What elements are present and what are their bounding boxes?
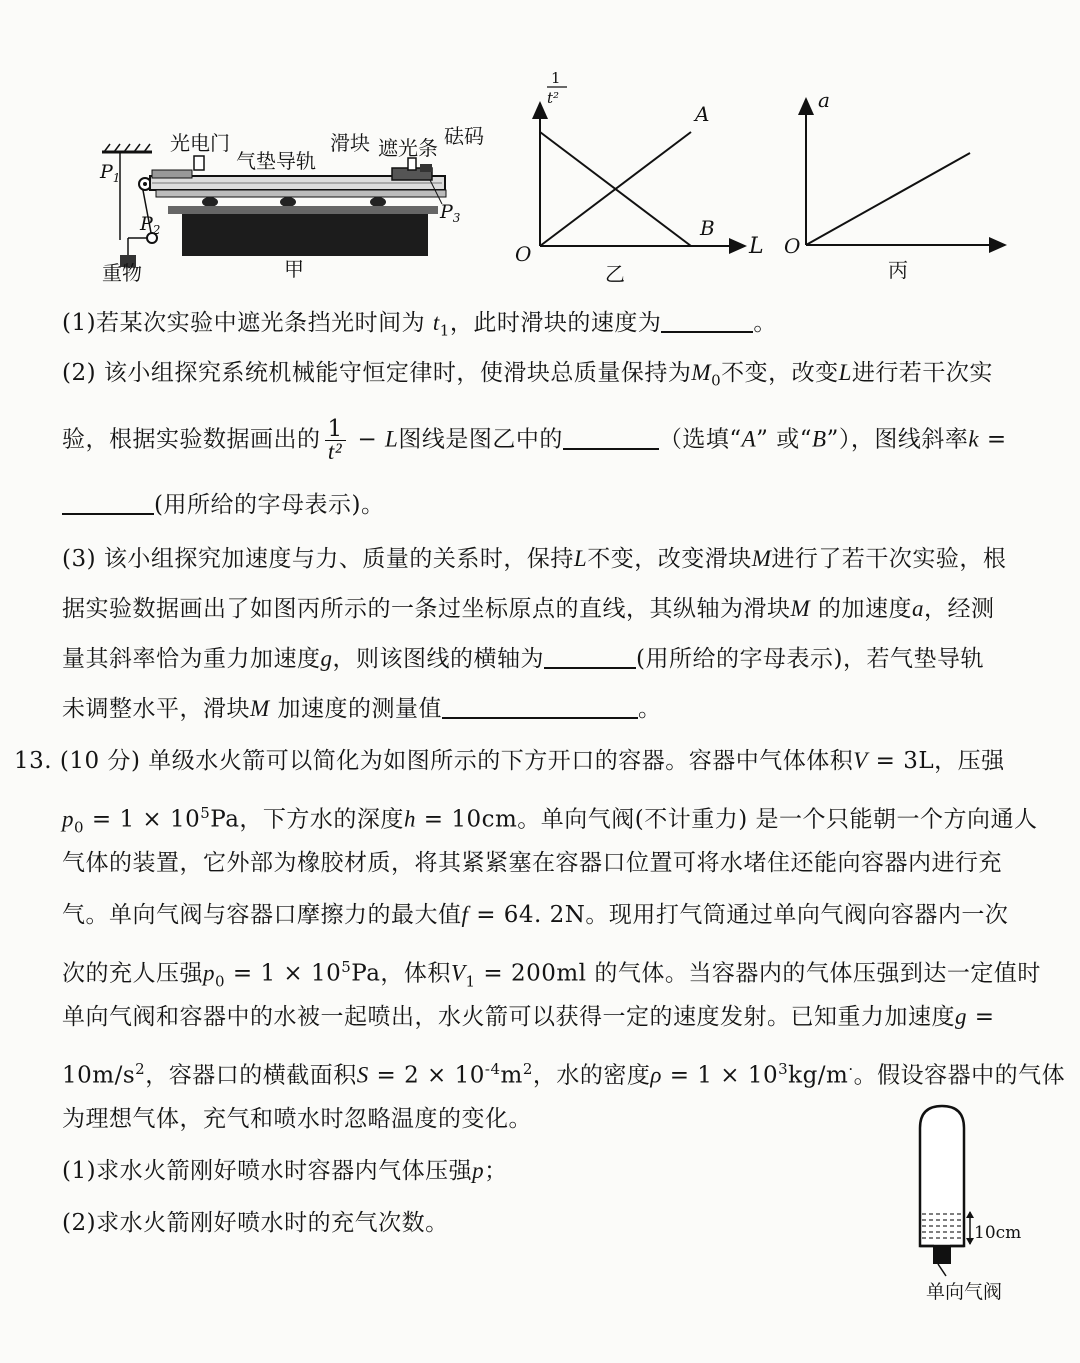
label-photogate: 光电门 xyxy=(170,131,230,155)
answer-blank-measured-value[interactable] xyxy=(442,695,638,719)
q12-part2-line2: 验，根据实验数据画出的 $\frac{1}{\text{t²}}$ − L图线是图乙中的 （选填“A” 或“B”），图线斜率k = xyxy=(62,416,1007,464)
yi-y-label-den: t² xyxy=(547,89,560,107)
rocket-depth-label: 10cm xyxy=(974,1223,1022,1243)
q13-question2: (2)求水火箭刚好喷水时的充气次数。 xyxy=(62,1210,449,1236)
yi-origin: O xyxy=(515,242,532,266)
q12-part3-line3: 量其斜率恰为重力加速度g，则该图线的横轴为 (用所给的字母表示)，若气垫导轨 xyxy=(62,646,984,672)
q13-line2: $p_0 = 1 \times 10^5Pa$，下方水的深度h = 10cm。单向气阀(不计重力) 是一个只能朝一个方向通人 xyxy=(62,804,1038,837)
answer-blank-slope[interactable] xyxy=(62,491,154,515)
q13-line4: 气。单向气阀与容器口摩擦力的最大值f = 64. 2N。现用打气筒通过单向气阀向容器内一次 xyxy=(62,902,1009,928)
q13-line5: 次的充人压强$p_0 = 1 \times 10^5Pa$，体积$V_1 = 200ml$ 的气体。当容器内的气体压强到达一定值时 xyxy=(62,958,1041,991)
q13-line8: 为理想气体，充气和喷水时忽略温度的变化。 xyxy=(62,1106,532,1132)
figure-bing-graph xyxy=(780,85,1020,290)
q12-part2-line3: (用所给的字母表示)。 xyxy=(62,490,384,520)
label-heavy-object: 重物 xyxy=(102,261,142,285)
label-p1: $P_1$ xyxy=(100,161,121,185)
q12-part3-line2: 据实验数据画出了如图丙所示的一条过坐标原点的直线，其纵轴为滑块M 的加速度a，经测 xyxy=(62,596,995,622)
q13-line1: 13. (10 分) 单级水火箭可以简化为如图所示的下方开口的容器。容器中气体体积V = 3L，压强 xyxy=(14,748,1005,774)
q13-question1: (1)求水火箭刚好喷水时容器内气体压强p； xyxy=(62,1158,508,1184)
label-air-track: 气垫导轨 xyxy=(236,149,316,173)
label-p2: $P_2$ xyxy=(140,213,161,237)
bing-plot-series-line-0 xyxy=(806,153,970,245)
q12-part1: (1)若某次实验中遮光条挡光时间为 $t_1$，此时滑块的速度为 。 xyxy=(62,310,777,340)
q12-part3-line4: 未调整水平，滑块M 加速度的测量值 。 xyxy=(62,696,662,722)
q12-part2-line1: (2) 该小组探究系统机械能守恒定律时，使滑块总质量保持为$M_0$不变，改变L进行若干次实 xyxy=(62,360,993,390)
answer-blank-x-axis[interactable] xyxy=(544,645,636,669)
q13-line3: 气体的装置，它外部为橡胶材质，将其紧紧塞在容器口位置可将水堵住还能向容器内进行充 xyxy=(62,850,1002,876)
figure-jia-apparatus xyxy=(90,110,510,290)
yi-line-a-label: A xyxy=(695,102,710,126)
label-weights: 砝码 xyxy=(444,124,484,148)
q13-line6: 单向气阀和容器中的水被一起喷出，水火箭可以获得一定的速度发射。已知重力加速度g = xyxy=(62,1004,995,1030)
label-p3: $P_3$ xyxy=(440,201,461,225)
bing-origin: O xyxy=(784,234,801,258)
q12-part3-line1: (3) 该小组探究加速度与力、质量的关系时，保持L不变，改变滑块M进行了若干次实验，根 xyxy=(62,546,1007,572)
bing-y-label: a xyxy=(818,88,830,112)
figure-yi-graph xyxy=(505,65,770,290)
fraction-1-over-t2: $\frac{1}{\text{t²}}$ xyxy=(325,418,346,463)
caption-yi: 乙 xyxy=(605,262,625,286)
yi-x-label: L xyxy=(749,234,764,259)
answer-blank-line-choice[interactable] xyxy=(563,426,659,450)
yi-line-b-label: B xyxy=(700,216,715,240)
yi-y-label-num: 1 xyxy=(551,69,561,87)
caption-bing: 丙 xyxy=(888,258,908,282)
q13-line7: $10m/s^2$，容器口的横截面积$S = 2 \times 10^{-4}m^2$，水的密度$\rho = 1 \times 10^3kg/m^\cdot$。假设容器中的气体 xyxy=(62,1060,1066,1089)
label-slider: 滑块 xyxy=(330,131,370,155)
rocket-valve-label: 单向气阀 xyxy=(926,1281,1003,1303)
yi-plot-area xyxy=(540,132,691,246)
answer-blank-velocity[interactable] xyxy=(661,309,753,333)
label-shading-strip: 遮光条 xyxy=(378,136,438,160)
figure-water-rocket xyxy=(900,1098,1050,1313)
bing-plot-area xyxy=(806,153,970,245)
caption-jia: 甲 xyxy=(284,257,304,281)
